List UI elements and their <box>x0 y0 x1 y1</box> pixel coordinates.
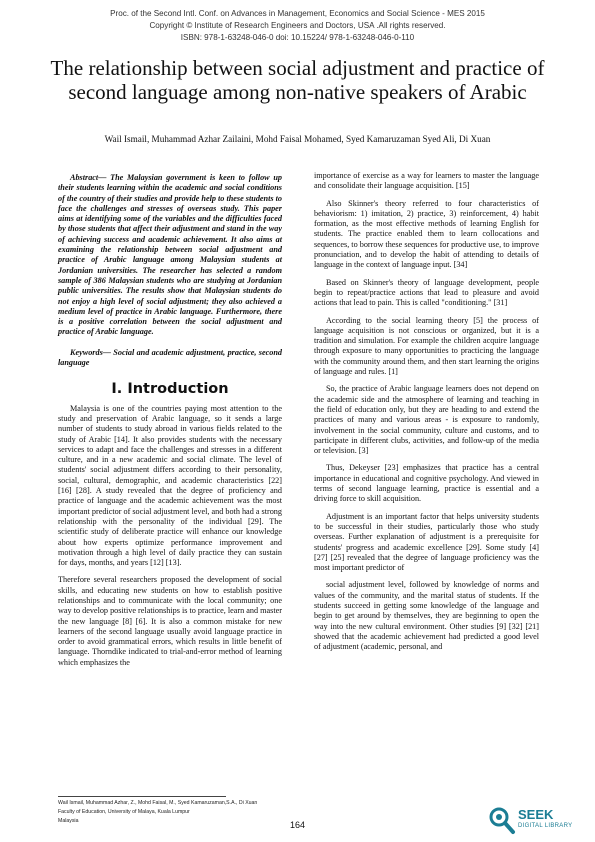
author-list: Wail Ismail, Muhammad Azhar Zailaini, Mohd Faisal Mohamed, Syed Kamaruzaman Syed Ali, Di Xuan <box>104 134 491 144</box>
keywords-label: Keywords— <box>70 347 111 357</box>
body-paragraph: importance of exercise as a way for learners to master the language and consolidate their language acquisition. [15] <box>314 171 539 191</box>
page-number: 164 <box>289 820 306 830</box>
logo-subtitle: DIGITAL LIBRARY <box>518 823 573 829</box>
body-paragraph: Adjustment is an important factor that helps university students to be successful in their studies, particularly those who study overseas. Further explanation of adjustment is a prerequisite for students' progress and academic excellence [29]. Some study [4] [27] [25] revealed that the degree of language proficiency was the most important predictor of <box>314 511 539 573</box>
body-paragraph: Based on Skinner's theory of language development, people begin to repeat/practice actions that lead to pleasure and avoid actions that lead to pain. This is called "conditioning." [31] <box>314 277 539 308</box>
paper-title: The relationship between social adjustment and practice of second language among non-native speakers of Arabic <box>50 56 545 104</box>
footnote-line-3: Malaysia <box>58 818 79 824</box>
abstract <box>58 173 282 338</box>
footnote-line-1: Wail Ismail, Muhammad Azhar, Z., Mohd Faisal, M., Syed Kamaruzaman,S.A., Di Xuan <box>58 800 258 806</box>
body-paragraph: According to the social learning theory [5] the process of language acquisition is not conscious or organized, but it is a tradition and simulation. For example the children acquire language through exposure to many opportunities to practicing the language with the community around them, and then start learning the origins of language and rules. [1] <box>314 315 539 377</box>
header-line-1: Proc. of the Second Intl. Conf. on Advances in Management, Economics and Social Science - MES 2015 <box>110 9 485 18</box>
body-paragraph: Therefore several researchers proposed the development of social skills, and educating new students on how to establish positive relationships and to communicate with the local community; one way to develop positive relationships is to practice, learn and master the new language [8] [6]. It is also a common mistake for new learners of the second language usually avoid language practice in order to avoid grammatical errors, which results in little benefit of language. Thorndike indicated to trial-and-error method of learning which emphasizes the <box>58 575 282 667</box>
footnote-divider <box>58 796 226 797</box>
keywords-text: Social and academic adjustment, practice, second language <box>58 347 282 368</box>
keywords <box>58 348 282 369</box>
right-column <box>314 171 539 659</box>
seek-digital-library-logo <box>488 804 588 838</box>
header-line-2: Copyright © Institute of Research Engineers and Doctors, USA .All rights reserved. <box>149 21 446 30</box>
logo-name: SEEK <box>518 807 554 822</box>
body-paragraph: Also Skinner's theory referred to four characteristics of behaviorism: 1) imitation, 2) practice, 3) reinforcement, 4) habit formation, as the most effective methods of learning English for students. The practice enabled them to learn collocations and sequences, to borrow these sequences for productive use, to improve pronunciation, and to develop the habit of attending to details of language in the context of language input. [34] <box>314 198 539 270</box>
seek-logo-icon <box>488 806 516 836</box>
abstract-text: The Malaysian government is keen to follow up their students learning within the academic and social conditions of the country of their studies and provide help to these students to face the challenges and stresses of overseas study. This paper aims at identifying some of the variables and the difficulties faced by those students that affect their adjustment and stand in the way of achieving success and academic achievement. It also aims at examining the relationship between social adjustment and practice of Arabic language among Malaysian students at Jordanian universities. The researcher has selected a random sample of 386 Malaysian students who are studying at Jordanian public universities. The results show that Malaysian students do not enjoy a high level of social adjustment; they also achieved a medium level of practice in Arabic language. Furthermore, there is a positive correlation between the social adjustment and practice of Arabic language. <box>58 173 282 337</box>
body-paragraph: So, the practice of Arabic language learners does not depend on the academic side and the atmosphere of learning and teaching in the field of education only, but they are heading to and extend the practices of many and various areas - is exposure to randomly, involvement in the social community, culture and customs, and to participate in different clubs, activities, and follow-up of the media or television. [3] <box>314 384 539 456</box>
body-paragraph: Malaysia is one of the countries paying most attention to the study and preservation of Arabic language, so it sends a large number of students to study abroad in various fields related to the study of Arabic [14]. It also provides students with the necessary services to adapt and face the challenges and stresses in a different culture, and in a new academic and social climate. The level of students' social adjustment differs according to their personality, social, cultural, demographic, and academic characteristics [22] [16] [28]. A study revealed that the degree of proficiency and practice of language and the academic achievement was the most important predictor of social adjustment level, and both had a strong relationship with the personality of the individual [29]. The scientific study of deliberate practice will enhance our knowledge about how experts optimize performance improvement and motivation through a high level of daily practice they can sustain for days, months, and years [12] [13]. <box>58 403 282 568</box>
section-heading-introduction: I. Introduction <box>111 381 229 398</box>
footnote-line-2: Faculty of Education, University of Malaya, Kuala Lumpur <box>58 809 190 815</box>
abstract-label: Abstract— <box>70 173 107 182</box>
left-column <box>58 173 282 675</box>
body-paragraph: Thus, Dekeyser [23] emphasizes that practice has a central importance in educational and cognitive psychology. And viewed in terms of second language learning, practice is essential and a driving force to skill acquisition. <box>314 463 539 504</box>
header-line-3: ISBN: 978-1-63248-046-0 doi: 10.15224/ 978-1-63248-046-0-110 <box>180 33 415 42</box>
conference-header <box>0 8 595 44</box>
body-paragraph: social adjustment level, followed by knowledge of norms and values of the community, and the marital status of students. If the students succeed in getting some knowledge of the language and begin to get around by themselves, they are beginning to open the way into the new cultural environment. Other studies [9] [32] [21] showed that the academic achievement had predicted a good level of adjustment (academic, personal, and <box>314 580 539 652</box>
